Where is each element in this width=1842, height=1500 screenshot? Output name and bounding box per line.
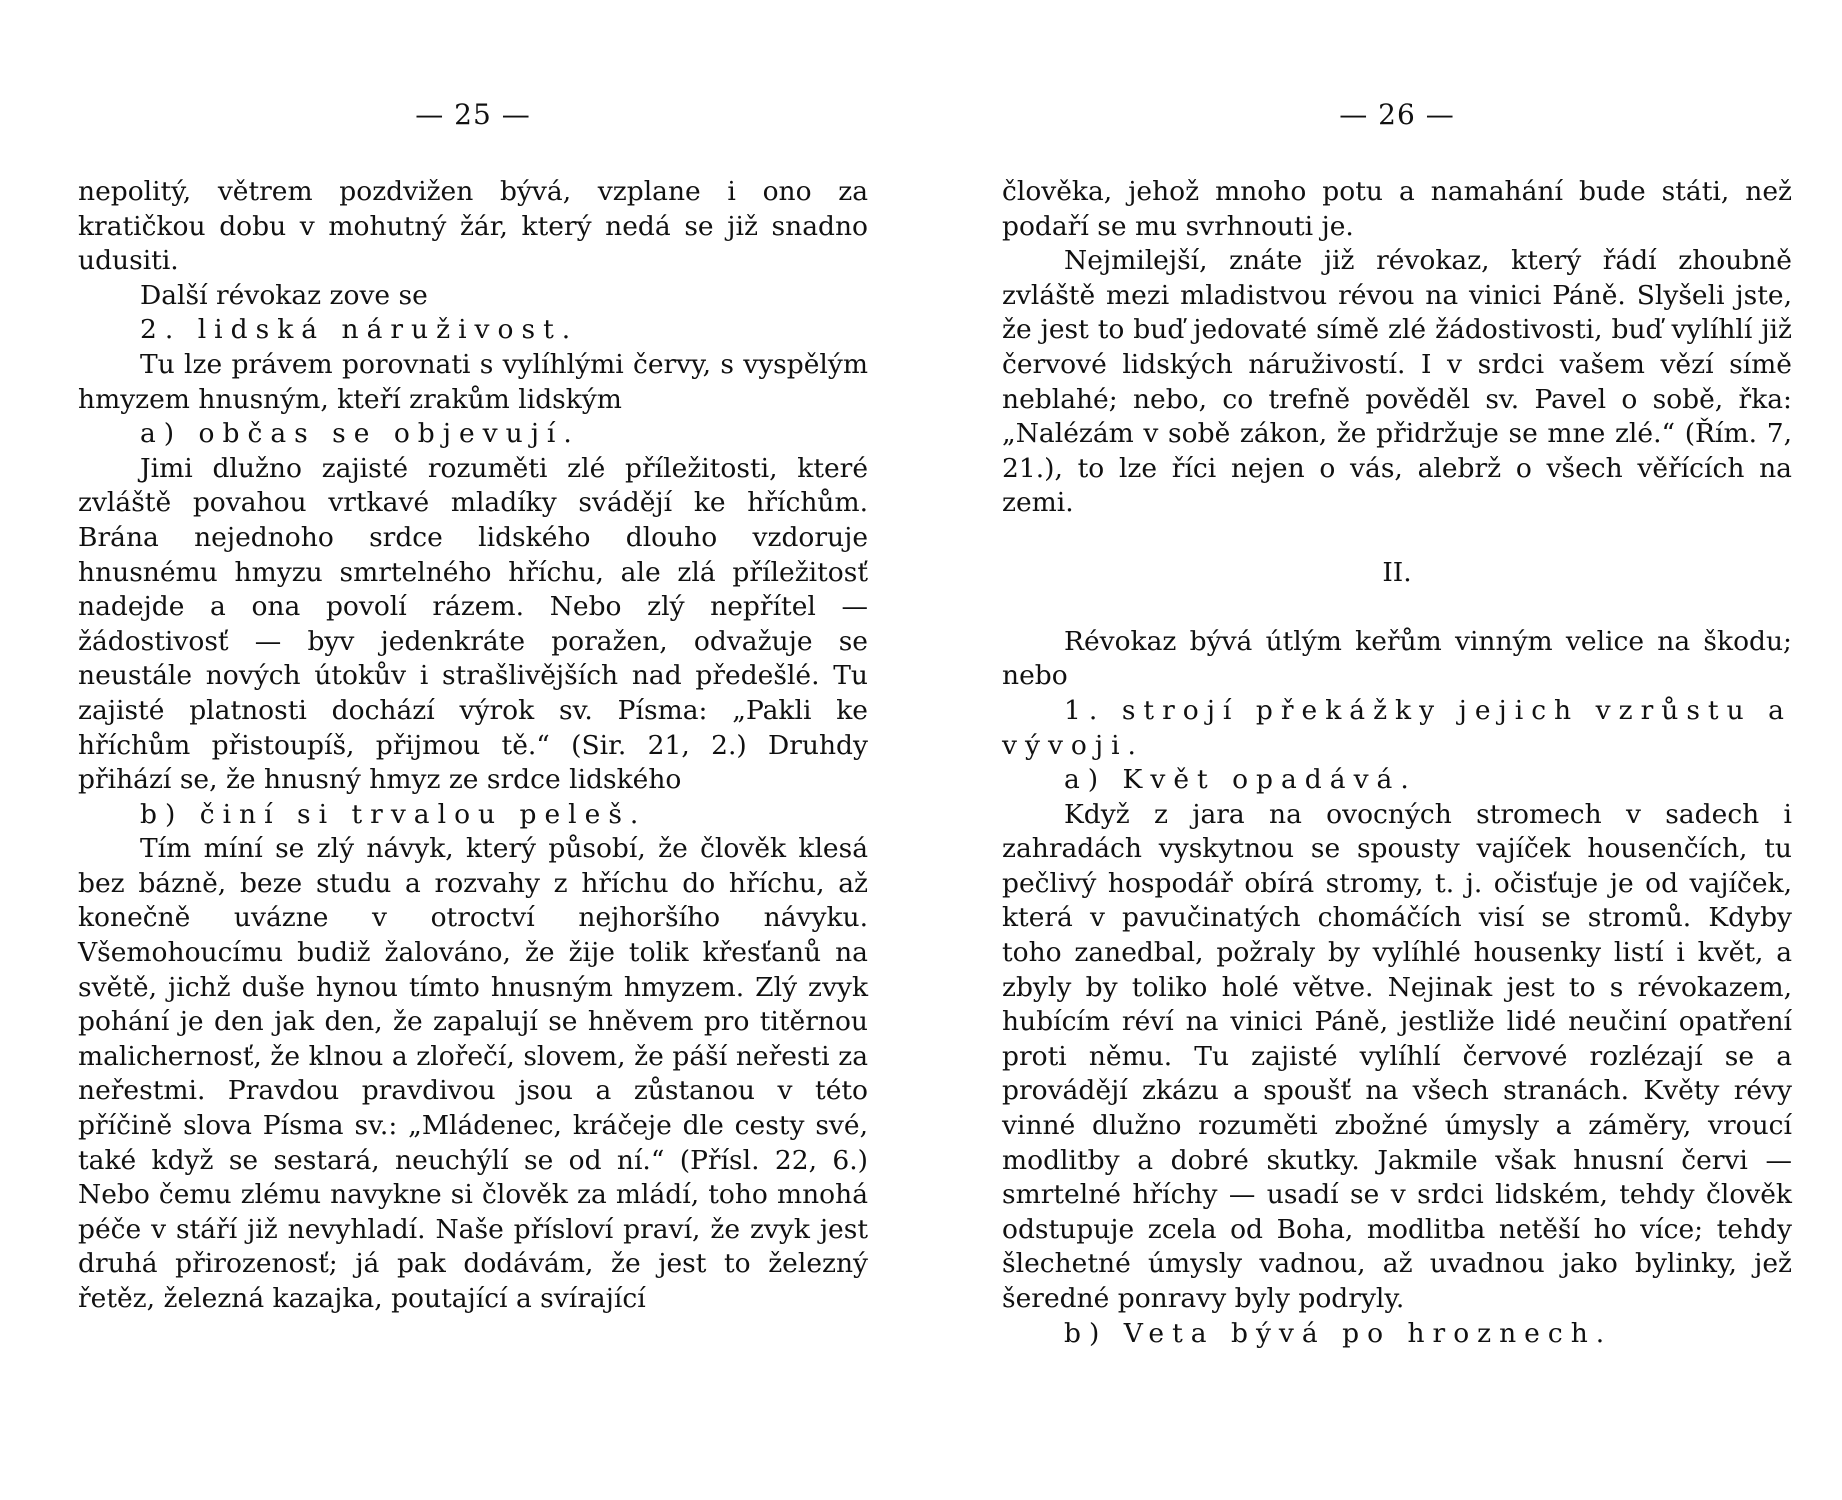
subsection-heading: a) občas se objevují.: [140, 418, 580, 450]
left-page-text: [78, 175, 868, 1317]
spacer: [1002, 521, 1792, 556]
page-number-left: — 25 —: [78, 98, 868, 131]
subsection-heading: a) Květ opadává.: [1064, 764, 1417, 796]
paragraph: člověka, jehož mnoho potu a namahání bude státi, než podaří se mu svrhnouti je.: [1002, 176, 1792, 242]
chapter-heading: II.: [1382, 556, 1412, 588]
section-heading: 1. strojí překážky jejich vzrůstu a vývoji.: [1002, 694, 1792, 761]
subsection-heading: b) Veta bývá po hroznech.: [1064, 1317, 1613, 1349]
left-page: [78, 0, 868, 1500]
right-page: [1002, 0, 1792, 1500]
section-heading: 2. lidská náruživost.: [140, 314, 579, 346]
paragraph: nepolitý, větrem pozdvižen bývá, vzplane i ono za kratičkou dobu v mohutný žár, který nedá se již snadno udusiti.: [78, 176, 868, 277]
paragraph: Jimi dlužno zajisté rozuměti zlé příležitosti, které zvláště povahou vrtkavé mladíky svádějí ke hříchům. Brána nejednoho srdce lidského dlouho vzdoruje hnusnému hmyzu smrtelného hříchu, ale zlá příležitosť nadejde a ona povolí rázem. Nebo zlý nepřítel — žádostivosť — byv jedenkráte poražen, odvažuje se neustále nových útokův i strašlivějších nad předešlé. Tu zajisté platnosti dochází výrok sv. Písma: „Pakli ke hříchům přistoupíš, přijmou tě.“ (Sir. 21, 2.) Druhdy přihází se, že hnusný hmyz ze srdce lidského: [78, 452, 868, 796]
paragraph: Nejmilejší, znáte již révokaz, který řádí zhoubně zvláště mezi mladistvou révou na vinici Páně. Slyšeli jste, že jest to buď jedovaté símě zlé žádostivosti, buď vylíhlí již červové lidských náruživostí. I v srdci vašem vězí símě neblahé; nebo, co trefně pověděl sv. Pavel o sobě, řka: „Nalézám v sobě zákon, že přidržuje se mne zlé.“ (Řím. 7, 21.), to lze říci nejen o vás, alebrž o všech věřících na zemi.: [1002, 245, 1792, 519]
paragraph: Když z jara na ovocných stromech v sadech i zahradách vyskytnou se spousty vajíček housenčích, tu pečlivý hospodář obírá stromy, t. j. očisťuje je od vajíček, která v pavučinatých chomáčích visí se stromů. Kdyby toho zanedbal, požraly by vylíhlé housenky listí i květ, a zbyly by toliko holé větve. Nejinak jest to s révokazem, hubícím réví na vinici Páně, jestliže lidé neučiní opatření proti němu. Tu zajisté vylíhlí červové rozlézají se a provádějí zkázu a spoušť na všech stranách. Květy révy vinné dlužno rozuměti zbožné úmysly a záměry, vroucí modlitby a dobré skutky. Jakmile však hnusní červi — smrtelné hříchy — usadí se v srdci lidském, tehdy člověk odstupuje zcela od Boha, modlitba netěší ho více; tehdy šlechetné úmysly vadnou, až uvadnou jako bylinky, jež šeredné ponravy byly podryly.: [1002, 798, 1792, 1314]
subsection-heading: b) činí si trvalou peleš.: [140, 798, 647, 830]
paragraph: Tím míní se zlý návyk, který působí, že člověk klesá bez bázně, beze studu a rozvahy z hříchu do hříchu, až konečně uvázne v otroctví nejhoršího návyku. Všemohoucímu budiž žalováno, že žije tolik křesťanů na světě, jichž duše hynou tímto hnusným hmyzem. Zlý zvyk pohání je den jak den, že zapalují se hněvem pro titěrnou malichernosť, že klnou a zlořečí, slovem, že páší neřesti za neřestmi. Pravdou pravdivou jsou a zůstanou v této příčině slova Písma sv.: „Mládenec, kráčeje dle cesty své, také když se sestará, neuchýlí se od ní.“ (Přísl. 22, 6.) Nebo čemu zlému navykne si člověk za mládí, toho mnohá péče v stáří již nevyhladí. Naše přísloví praví, že zvyk jest druhá přirozenosť; já pak dodávám, že jest to železný řetěz, železná kazajka, poutající a svírající: [78, 833, 868, 1314]
spacer: [1002, 590, 1792, 625]
paragraph: Tu lze právem porovnati s vylíhlými červy, s vyspělým hmyzem hnusným, kteří zrakům lidským: [78, 348, 868, 415]
paragraph: Další révokaz zove se: [140, 279, 428, 311]
right-page-text: [1002, 175, 1792, 1351]
paragraph: Révokaz bývá útlým keřům vinným velice na škodu; nebo: [1002, 625, 1792, 692]
page-number-right: — 26 —: [1002, 98, 1792, 131]
